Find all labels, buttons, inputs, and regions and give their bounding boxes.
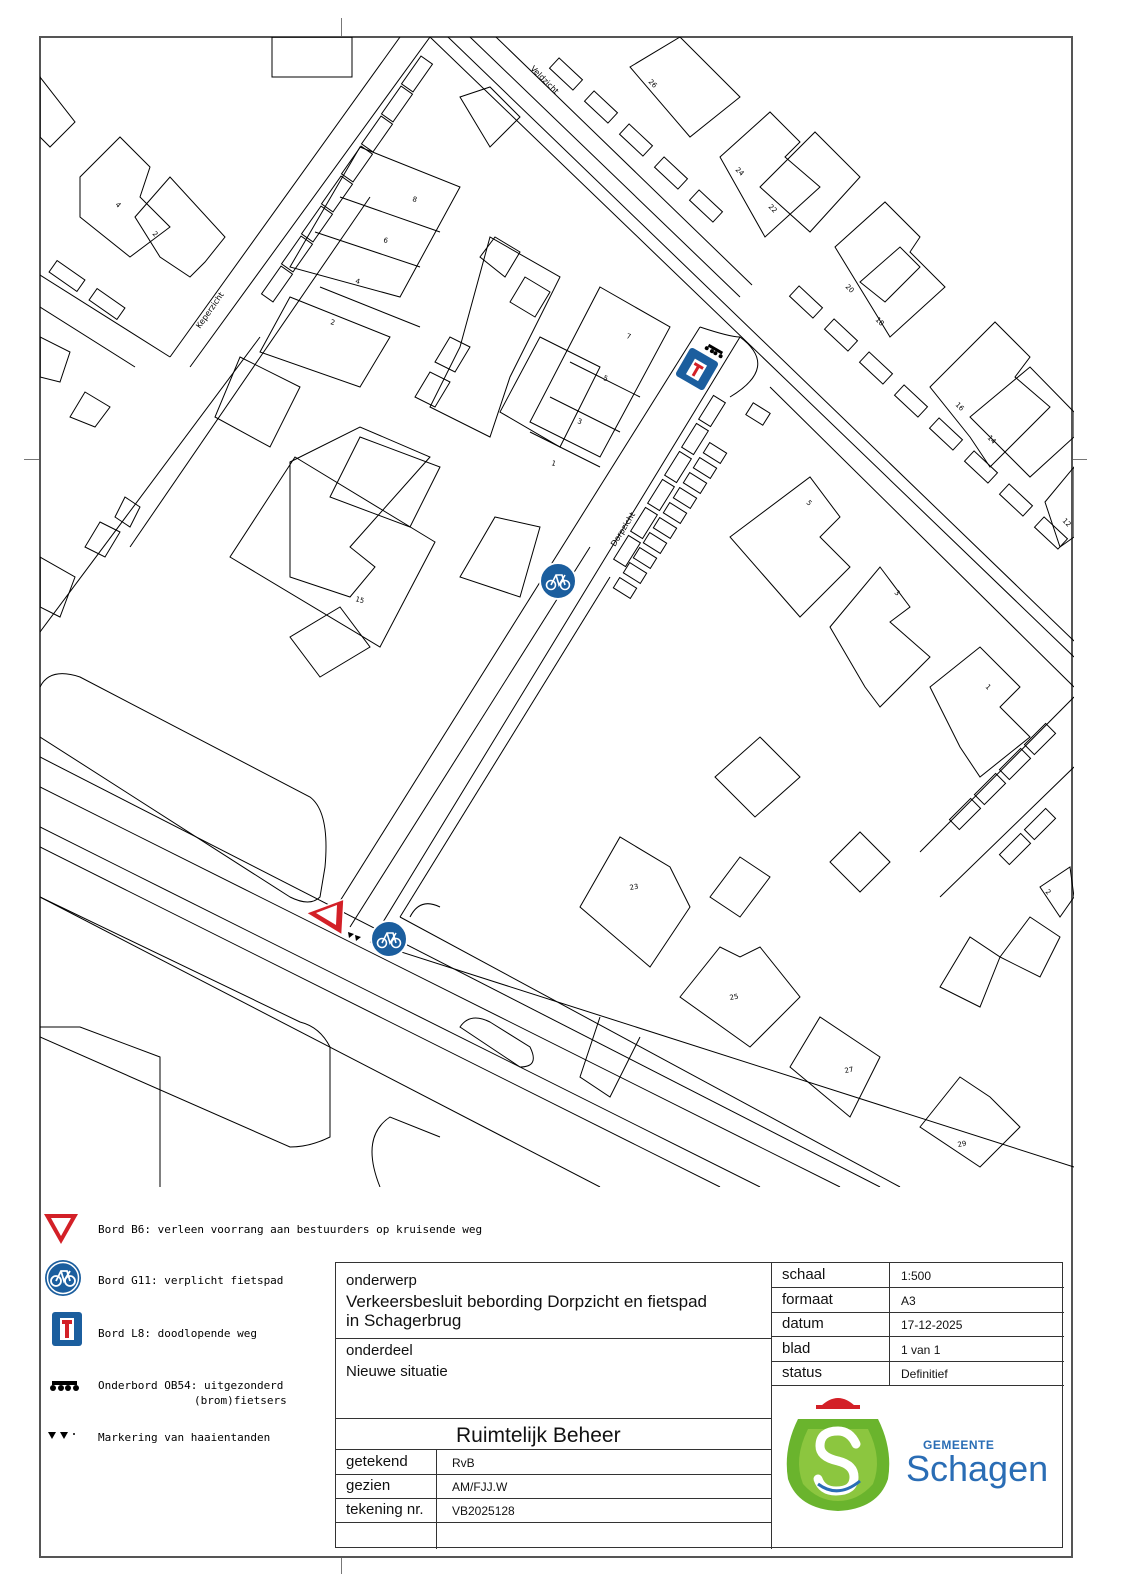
divider [336, 1474, 771, 1475]
tekening-label: tekening nr. [346, 1501, 424, 1518]
road-edge [430, 37, 1074, 657]
house-number: 1 [983, 682, 993, 692]
schaal-label: schaal [782, 1266, 826, 1283]
road-edge [40, 307, 135, 367]
road-edge [130, 197, 370, 547]
house-number: 25 [728, 992, 740, 1002]
house-number: 14 [985, 433, 998, 446]
house-number: 2 [1043, 887, 1053, 897]
title-block [335, 1262, 1063, 1548]
road-edge [190, 37, 430, 367]
datum-value: 17-12-2025 [901, 1318, 963, 1332]
house-number: 3 [892, 588, 902, 598]
schaal-value: 1:500 [901, 1269, 932, 1283]
divider [336, 1449, 771, 1450]
legend-item-ob54 [42, 1364, 332, 1408]
house-number: 8 [411, 195, 418, 205]
gemeente-schagen-logo [778, 1389, 898, 1519]
onderdeel-label: onderdeel [346, 1342, 413, 1359]
road-edge [40, 275, 170, 357]
house-number: 24 [733, 165, 746, 178]
road-curve [40, 1027, 160, 1187]
house-number: 3 [576, 417, 583, 427]
blad-value: 1 van 1 [901, 1343, 941, 1357]
divider [436, 1449, 437, 1549]
onderdeel-value: Nieuwe situatie [346, 1363, 448, 1380]
parking-bays-keperzicht [49, 56, 432, 319]
house-number: 1 [550, 459, 557, 469]
house-number: 5 [602, 374, 609, 384]
onderwerp-label: onderwerp [346, 1272, 417, 1289]
divider [771, 1287, 1064, 1288]
house-number: 22 [766, 202, 779, 215]
legend-text-shark-teeth: Markering van haaientanden [98, 1431, 271, 1444]
road-edge [40, 337, 260, 632]
road-edge [330, 327, 700, 917]
road-edge [40, 897, 600, 1187]
legend-text-ob54: Onderbord OB54: uitgezonderd [98, 1379, 284, 1392]
getekend-label: getekend [346, 1453, 408, 1470]
legend-text-g11: Bord G11: verplicht fietspad [98, 1274, 284, 1287]
road-curve [410, 904, 440, 917]
divider [336, 1498, 771, 1499]
road-edge [350, 547, 590, 927]
house-number: 12 [1060, 516, 1073, 529]
map-sign-l8-with-ob54 [674, 343, 725, 392]
house-number: 18 [873, 315, 886, 328]
legend-text-ob54-line2: (brom)fietsers [194, 1394, 287, 1407]
house-number: 7 [625, 332, 632, 342]
divider [771, 1385, 1064, 1386]
map-sign-g11-north [540, 563, 576, 599]
status-label: status [782, 1364, 823, 1381]
blad-label: blad [782, 1340, 811, 1357]
house-number: 27 [843, 1065, 855, 1075]
house-number: 15 [354, 595, 366, 606]
crop-mark-left [24, 459, 39, 460]
legend-item-b6 [42, 1208, 483, 1252]
legend-text-l8: Bord L8: doodlopende weg [98, 1327, 257, 1340]
house-number: 23 [628, 882, 640, 892]
divider [771, 1263, 772, 1549]
getekend-value: RvB [452, 1456, 475, 1470]
road-curve [580, 1017, 640, 1097]
legend-item-g11 [42, 1259, 332, 1303]
street-label-dorpzicht: Dorpzicht [609, 510, 638, 549]
logo-schagen-text: Schagen [906, 1448, 1049, 1489]
legend-item-shark-teeth [42, 1416, 332, 1460]
road-curve [40, 674, 326, 902]
road-curve [700, 327, 740, 337]
legend-text-b6: Bord B6: verleen voorrang aan bestuurders op kruisende weg [98, 1223, 483, 1236]
bicycle-path-sign-icon [44, 1259, 82, 1297]
legend-item-l8 [42, 1312, 332, 1356]
road-curve [372, 1117, 440, 1187]
site-map [40, 37, 1074, 1187]
road-edge [370, 942, 1074, 1167]
street-label-veldzicht: Veldzicht [528, 64, 561, 96]
onderwerp-line1: Verkeersbesluit bebording Dorpzicht en fietspad [346, 1292, 707, 1311]
logo-gemeente-text: GEMEENTE [923, 1438, 995, 1452]
road-edge [380, 337, 740, 927]
formaat-label: formaat [782, 1291, 833, 1308]
tekening-value: VB2025128 [452, 1504, 515, 1518]
road-edge [400, 577, 610, 917]
divider [771, 1336, 1064, 1337]
divider [336, 1338, 771, 1339]
road-edge [400, 917, 900, 1187]
road-curve [40, 897, 330, 1147]
gezien-value: AM/FJJ.W [452, 1480, 508, 1494]
road-edge [448, 37, 1074, 641]
parking-bays-dorpzicht [613, 395, 770, 598]
divider [771, 1312, 1064, 1313]
parking-bays-veldzicht [550, 58, 1068, 549]
divider [336, 1418, 771, 1419]
parking-bays-east [949, 723, 1055, 864]
status-value: Definitief [901, 1367, 948, 1381]
dead-end-sign-icon [52, 1312, 82, 1346]
house-number: 5 [804, 498, 814, 508]
house-number: 16 [953, 400, 966, 413]
shark-teeth-marking-icon [48, 1432, 78, 1442]
street-label-keperzicht: Keperzicht [194, 290, 226, 331]
house-number: 4 [354, 277, 361, 287]
divider [336, 1522, 771, 1523]
road-edge [40, 827, 760, 1187]
crop-mark-right [1073, 459, 1087, 460]
road-edge [470, 37, 740, 297]
divider [889, 1263, 890, 1385]
crop-mark-top [341, 18, 342, 36]
moped-bicycle-subsign-icon [50, 1378, 80, 1392]
map-sign-g11-south [371, 921, 407, 957]
map-shark-teeth [348, 932, 361, 941]
divider [771, 1361, 1064, 1362]
yield-sign-icon [42, 1212, 80, 1246]
datum-label: datum [782, 1315, 824, 1332]
road-edge [40, 847, 720, 1187]
gezien-label: gezien [346, 1477, 391, 1494]
formaat-value: A3 [901, 1294, 916, 1308]
road-edge [40, 757, 880, 1187]
crop-mark-bottom [341, 1558, 342, 1574]
house-number: 26 [646, 77, 659, 90]
buildings [40, 37, 1074, 1167]
house-number: 6 [382, 236, 389, 246]
house-number: 20 [843, 282, 856, 295]
house-number: 29 [956, 1139, 968, 1149]
road-edge [770, 387, 1074, 687]
house-number: 2 [150, 229, 160, 239]
house-number: 4 [113, 200, 123, 210]
department: Ruimtelijk Beheer [456, 1424, 621, 1447]
onderwerp-line2: in Schagerbrug [346, 1311, 462, 1330]
house-number: 2 [329, 318, 336, 328]
